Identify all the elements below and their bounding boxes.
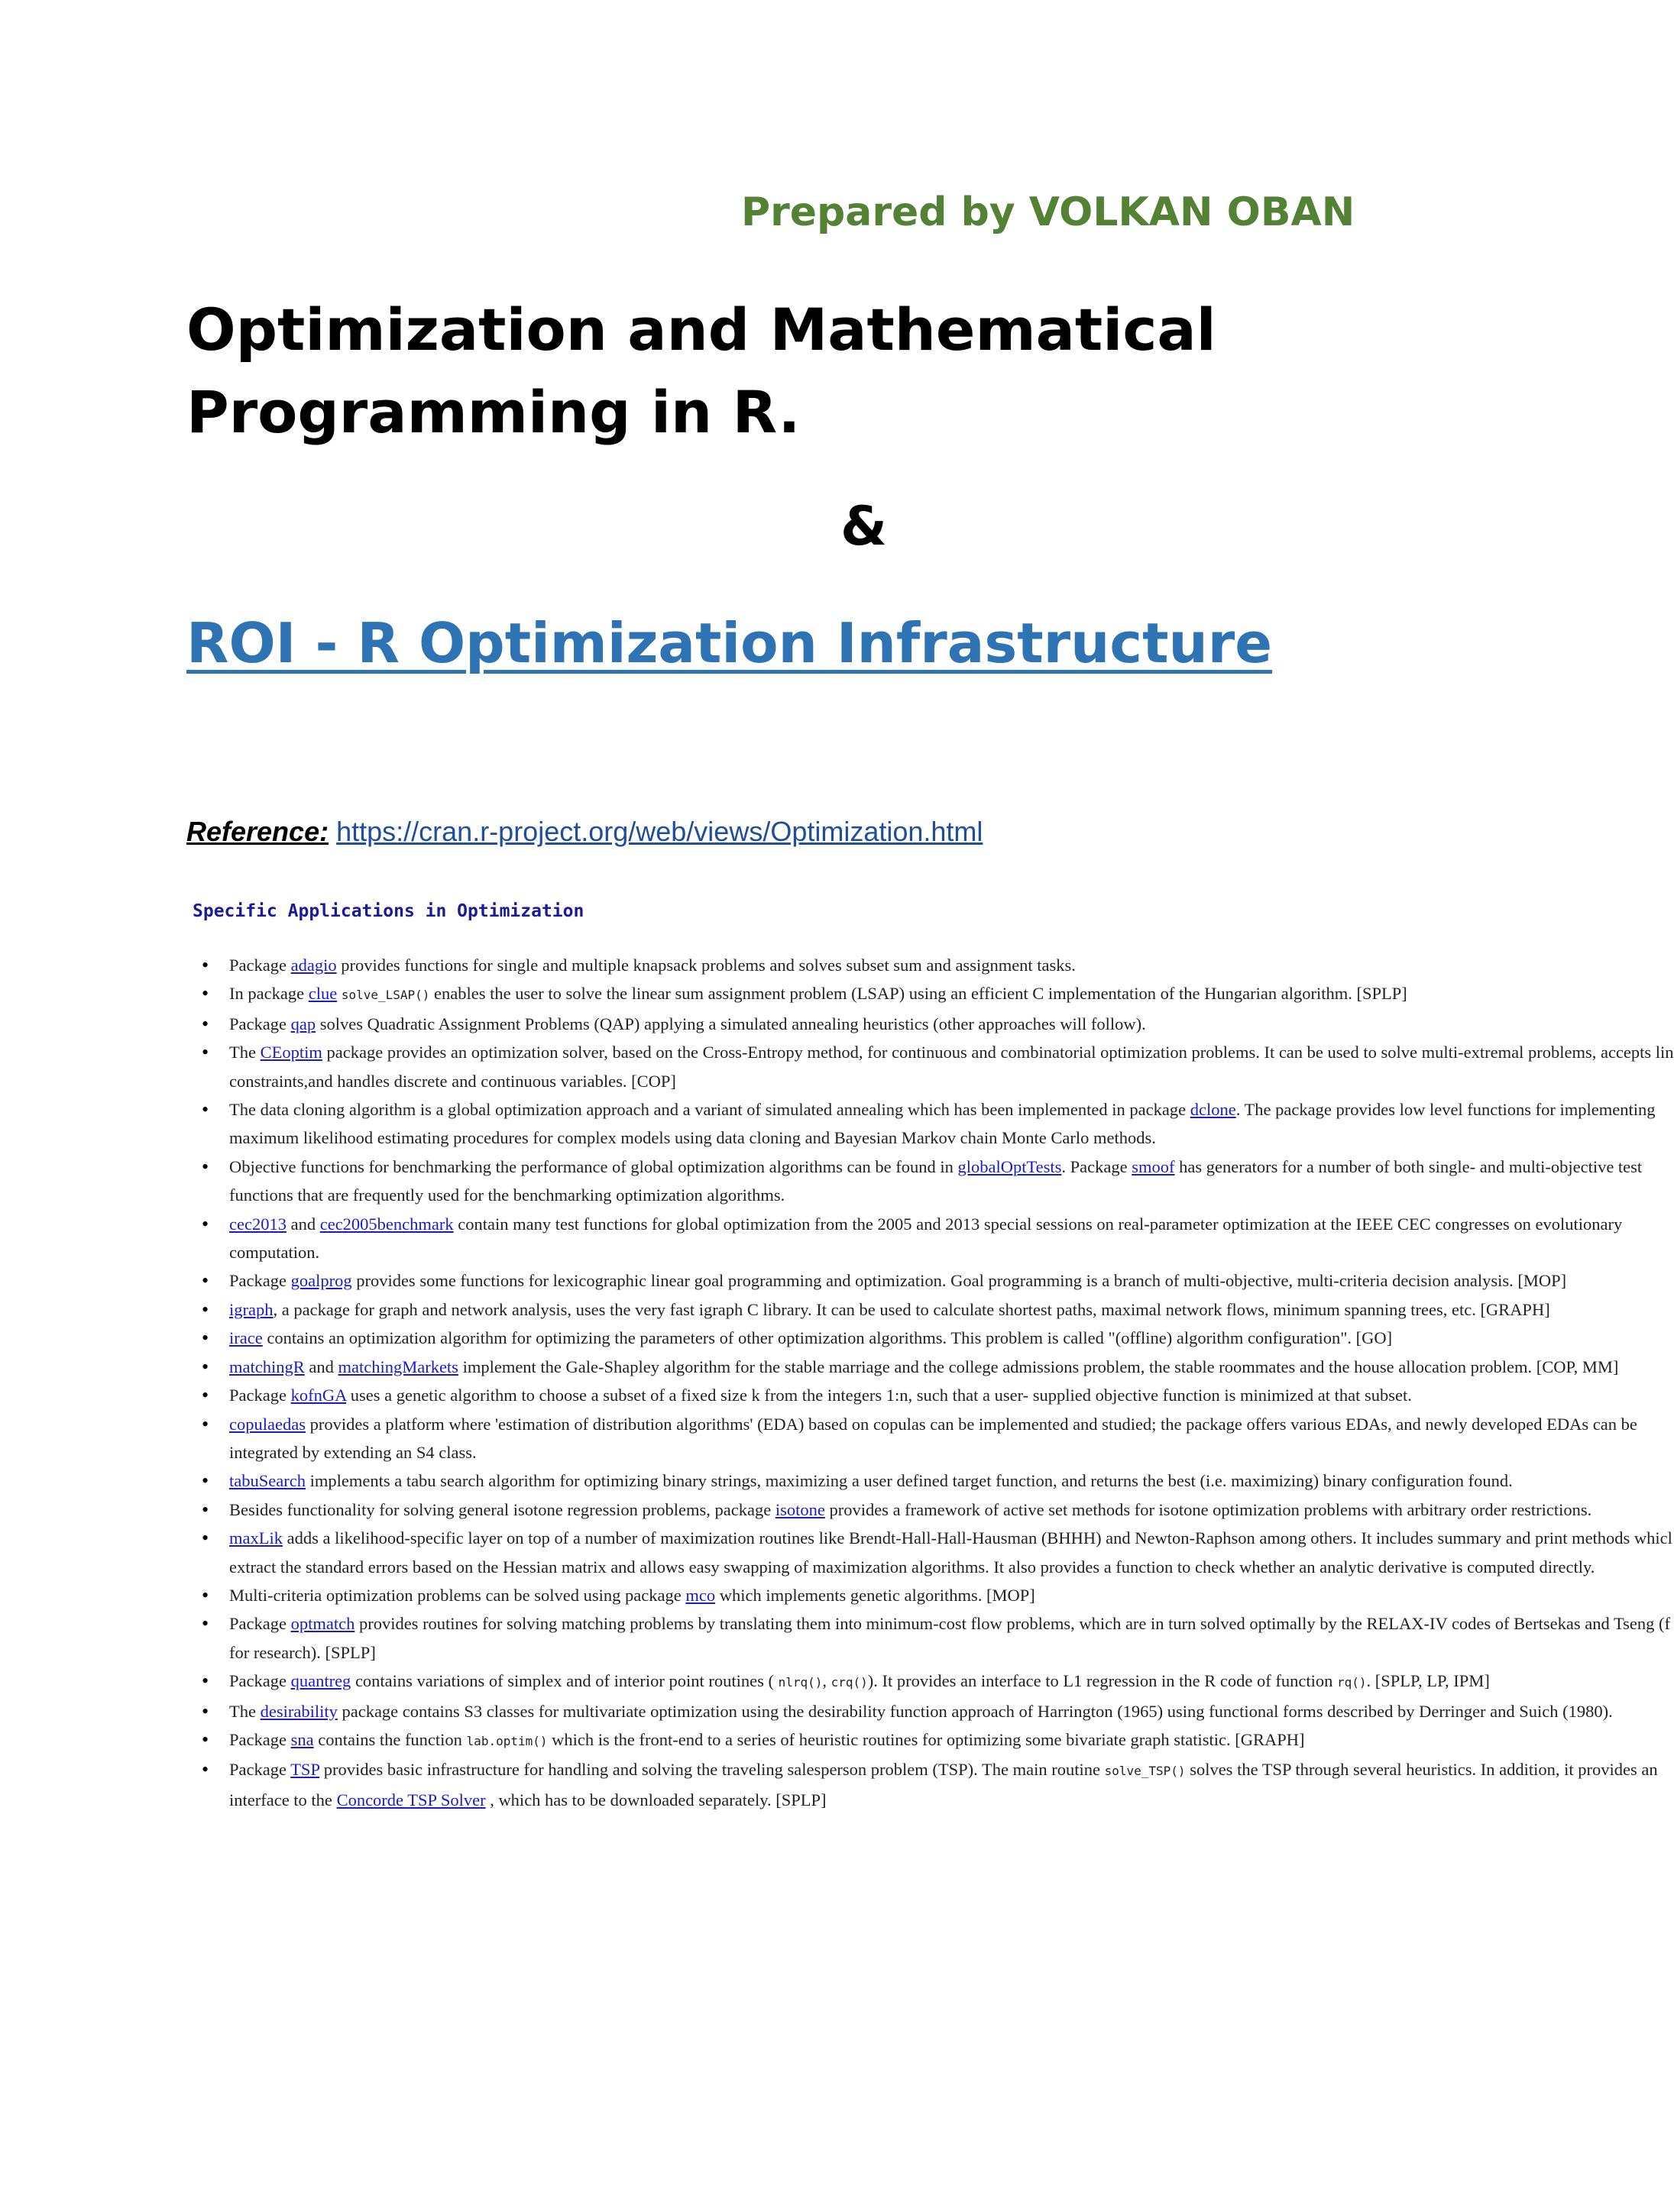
list-item-line — [229, 1500, 1591, 1519]
list-text: and — [286, 1214, 320, 1234]
list-text: implement the Gale-Shapley algorithm for the stable marriage and the college admissions problem, the stable roommates and the house allocation problem. [COP, MM] — [458, 1357, 1619, 1376]
list-text: The — [229, 1043, 261, 1062]
list-item-line — [229, 1386, 1412, 1405]
list-text: extract the standard errors based on the Hessian matrix and allows easy swapping of maximization algorithms. It also provides a function to check whether an analytic derivative is computed directly. — [229, 1557, 1595, 1577]
list-text: provides a framework of active set methods for isotone optimization problems with arbitrary order restrictions. — [824, 1499, 1592, 1519]
list-item-line — [229, 1043, 1674, 1062]
package-link[interactable]: isotone — [775, 1499, 825, 1519]
list-item — [229, 1324, 1482, 1352]
list-item-line — [229, 1760, 1658, 1779]
list-text: interface to the — [229, 1790, 337, 1809]
list-item — [229, 1725, 1482, 1755]
list-item-line — [229, 1528, 1672, 1547]
list-item — [229, 1153, 1643, 1210]
package-link[interactable]: matchingR — [229, 1357, 305, 1376]
list-item — [229, 951, 1482, 979]
list-item-line — [229, 1357, 1618, 1376]
list-text: Package — [229, 1386, 291, 1405]
list-text: computation. — [229, 1243, 320, 1263]
list-text: Multi-criteria optimization problems can be solved using package — [229, 1585, 686, 1605]
package-link[interactable]: qap — [290, 1014, 316, 1033]
list-text: , which has to be downloaded separately. [SPLP] — [485, 1790, 827, 1809]
list-text: and — [304, 1357, 338, 1376]
list-text: contains an optimization algorithm for optimizing the parameters of other optimization algorithms. This problem is called "(offline) algorithm configuration". [GO] — [262, 1328, 1393, 1348]
list-text: contain many test functions for global optimization from the 2005 and 2013 special sessions on real-parameter optimization at the IEEE CEC congresses on evolutionary — [453, 1214, 1623, 1234]
list-item-line — [229, 1014, 1146, 1033]
code-snippet: nlrq() — [778, 1675, 823, 1690]
list-text: The data cloning algorithm is a global optimization approach and a variant of simulated annealing which has been implemented in package — [229, 1100, 1190, 1120]
list-text: Package — [229, 1671, 291, 1691]
document-title: Optimization and Mathematical Programming in R. — [186, 296, 1216, 446]
list-text: which implements genetic algorithms. [MOP] — [715, 1585, 1035, 1605]
list-text: maximum likelihood estimating procedures for complex models using data cloning and Bayesian Markov chain Monte Carlo methods. — [229, 1128, 1156, 1148]
list-item — [229, 1210, 1623, 1267]
code-snippet: rq() — [1336, 1675, 1367, 1690]
package-link[interactable]: globalOptTests — [957, 1156, 1062, 1176]
package-link[interactable]: maxLik — [229, 1528, 283, 1548]
list-item-line — [229, 1271, 1566, 1290]
list-text: enables the user to solve the linear sum assignment problem (LSAP) using an efficient C implementation of the Hungarian algorithm. [SPLP] — [429, 984, 1407, 1004]
list-text: Package — [229, 1271, 291, 1291]
package-link[interactable]: goalprog — [290, 1271, 352, 1291]
list-item — [229, 1353, 1619, 1381]
list-text: contains variations of simplex and of interior point routines ( — [351, 1671, 779, 1691]
list-text: for research). [SPLP] — [229, 1642, 376, 1662]
list-text: integrated by extending an S4 class. — [229, 1442, 477, 1462]
package-link[interactable]: tabuSearch — [229, 1471, 306, 1491]
list-text: provides some functions for lexicographic linear goal programming and optimization. Goal programming is a branch of multi-objective, multi-criteria decision analysis. [MOP] — [351, 1271, 1567, 1291]
package-link[interactable]: optmatch — [290, 1614, 355, 1634]
list-text: . [SPLP, LP, IPM] — [1366, 1671, 1490, 1691]
list-text: solves Quadratic Assignment Problems (QAP) applying a simulated annealing heuristics (other approaches will follow). — [316, 1014, 1146, 1033]
list-item-line — [229, 1671, 1490, 1690]
list-item-line — [229, 1157, 1642, 1176]
list-text: Package — [229, 956, 291, 975]
list-text: constraints,and handles discrete and continuous variables. [COP] — [229, 1071, 676, 1091]
reference-line — [186, 816, 983, 848]
package-link[interactable]: matchingMarkets — [338, 1357, 458, 1376]
list-item-line — [229, 1300, 1550, 1319]
package-link[interactable]: kofnGA — [290, 1386, 347, 1405]
list-item — [229, 1410, 1637, 1467]
list-text: . Package — [1061, 1156, 1132, 1176]
list-text: implements a tabu search algorithm for optimizing binary strings, maximizing a user defined target function, and returns the best (i.e. maximizing) binary configuration found. — [305, 1471, 1513, 1491]
code-snippet: solve_LSAP() — [341, 988, 430, 1003]
list-text: provides basic infrastructure for handling and solving the traveling salesperson problem (TSP). The main routine — [319, 1760, 1105, 1780]
list-item-line — [229, 1128, 1156, 1147]
package-link[interactable]: CEoptim — [260, 1043, 322, 1062]
list-text: provides functions for single and multiple knapsack problems and solves subset sum and assignment tasks. — [336, 956, 1076, 975]
list-text: Package — [229, 1614, 291, 1634]
list-item — [229, 1010, 1482, 1038]
package-link[interactable]: quantreg — [290, 1671, 351, 1691]
package-link[interactable]: sna — [290, 1729, 314, 1749]
list-item-line — [229, 1415, 1637, 1434]
list-item-line — [229, 1443, 477, 1462]
package-link[interactable]: copulaedas — [229, 1414, 306, 1434]
reference-label: Reference: — [186, 816, 329, 847]
list-item — [229, 1467, 1513, 1495]
list-item — [229, 1581, 1482, 1609]
section-heading: Specific Applications in Optimization — [193, 901, 584, 921]
list-text: Package — [229, 1729, 291, 1749]
list-item — [229, 1667, 1490, 1696]
list-text: Objective functions for benchmarking the performance of global optimization algorithms can be found in — [229, 1156, 958, 1176]
list-item — [229, 1755, 1658, 1814]
package-link[interactable]: igraph — [229, 1299, 274, 1319]
package-link[interactable]: clue — [308, 984, 338, 1004]
list-item-line — [229, 1328, 1392, 1347]
list-item-line — [229, 984, 1407, 1003]
package-link[interactable]: cec2013 — [229, 1214, 287, 1234]
package-link[interactable]: mco — [685, 1585, 716, 1605]
list-text: package contains S3 classes for multivariate optimization using the desirability function approach of Harrington (1965) using functional forms described by Derringer and Suich (1980). — [337, 1701, 1613, 1721]
code-snippet: solve_TSP() — [1104, 1764, 1186, 1779]
list-item — [229, 1295, 1550, 1324]
list-item-line — [229, 1214, 1622, 1234]
prepared-by: Prepared by VOLKAN OBAN — [741, 189, 1355, 235]
list-text: has generators for a number of both single- and multi-objective test — [1174, 1156, 1643, 1176]
package-link[interactable]: dclone — [1190, 1100, 1236, 1120]
package-link[interactable]: desirability — [260, 1701, 338, 1721]
list-text: Besides functionality for solving general isotone regression problems, package — [229, 1499, 775, 1519]
list-item-line — [229, 1072, 676, 1091]
roi-title-link[interactable]: ROI - R Optimization Infrastructure — [186, 611, 1273, 675]
list-text: , — [822, 1671, 831, 1691]
list-item-line — [229, 1643, 376, 1662]
list-text: Package — [229, 1014, 291, 1033]
list-item — [229, 1609, 1670, 1667]
list-item-line — [229, 1790, 827, 1809]
list-text: solves the TSP through several heuristics. In addition, it provides an — [1185, 1760, 1658, 1780]
list-text: contains the function — [313, 1729, 467, 1749]
list-item-line — [229, 1557, 1595, 1577]
list-text: uses a genetic algorithm to choose a subset of a fixed size k from the integers 1:n, such that a user- supplied objective function is minimized at that subset. — [346, 1386, 1412, 1405]
code-snippet: crq() — [831, 1675, 868, 1690]
list-text: functions that are frequently used for the benchmarking optimization algorithms. — [229, 1185, 785, 1205]
list-text: adds a likelihood-specific layer on top of a number of maximization routines like Brendt-Hall-Hall-Hausman (BHHH) and Newton-Raphson among others. It includes summary and print methods whicl — [282, 1528, 1672, 1548]
code-snippet: lab.optim() — [466, 1733, 548, 1748]
package-link[interactable]: cec2005benchmark — [319, 1214, 454, 1234]
list-item — [229, 1524, 1672, 1581]
list-item-line — [229, 1471, 1513, 1490]
list-item-line — [229, 1586, 1035, 1605]
list-item-line — [229, 956, 1076, 975]
package-link[interactable]: adagio — [290, 956, 337, 975]
list-item-line — [229, 1730, 1305, 1749]
reference-url-link[interactable]: https://cran.r-project.org/web/views/Optimization.html — [336, 816, 983, 847]
package-link[interactable]: TSP — [290, 1760, 320, 1780]
package-link[interactable]: Concorde TSP Solver — [336, 1790, 486, 1809]
list-text: Package — [229, 1760, 291, 1780]
list-item — [229, 979, 1482, 1009]
list-item — [229, 1266, 1567, 1295]
list-item — [229, 1496, 1592, 1524]
list-text: In package — [229, 984, 309, 1004]
list-item — [229, 1697, 1613, 1725]
list-item-line — [229, 1243, 319, 1262]
list-item-line — [229, 1614, 1670, 1633]
ampersand: & — [840, 495, 888, 558]
list-text: The — [229, 1701, 261, 1721]
list-text: ). It provides an interface to L1 regression in the R code of function — [867, 1671, 1337, 1691]
list-item-line — [229, 1100, 1656, 1119]
package-link[interactable]: irace — [229, 1328, 263, 1348]
list-text: . The package provides low level functions for implementing — [1235, 1100, 1656, 1120]
list-item — [229, 1038, 1674, 1095]
list-text: which is the front-end to a series of heuristic routines for optimizing some bivariate graph statistic. [GRAPH] — [547, 1729, 1305, 1749]
list-text: provides routines for solving matching problems by translating them into minimum-cost flow problems, which are in turn solved optimally by the RELAX-IV codes of Bertsekas and Tseng (f — [355, 1614, 1670, 1634]
list-item — [229, 1381, 1482, 1409]
list-item — [229, 1095, 1656, 1153]
list-text: provides a platform where 'estimation of distribution algorithms' (EDA) based on copulas can be implemented and studied; the package offers various EDAs, and newly developed EDAs can be — [305, 1414, 1637, 1434]
applications-list — [200, 951, 1674, 1814]
list-item-line — [229, 1702, 1613, 1721]
list-text: , a package for graph and network analysis, uses the very fast igraph C library. It can be used to calculate shortest paths, maximal network flows, minimum spanning trees, etc. [GRAPH] — [273, 1299, 1550, 1319]
list-text: package provides an optimization solver, based on the Cross-Entropy method, for continuous and combinatorial optimization problems. It can be used to solve multi-extremal problems, accepts lin — [322, 1043, 1674, 1062]
list-item-line — [229, 1185, 785, 1205]
package-link[interactable]: smoof — [1132, 1156, 1175, 1176]
